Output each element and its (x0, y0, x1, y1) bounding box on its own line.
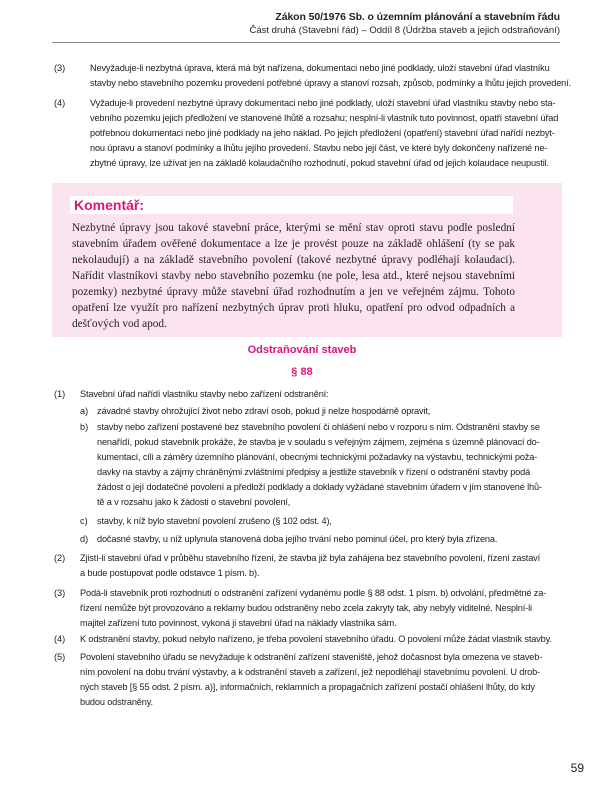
item-line: majitel zařízení tuto povinnost, vykoná ji stavební úřad na náklady vlastníka sám. (80, 618, 397, 628)
header-title: Zákon 50/1976 Sb. o územním plánování a stavebním řádu (275, 11, 560, 23)
item-line: Zjistí-li stavební úřad v průběhu stavebního řízení, že stavba již byla zahájena bez stavebního povolení, řízení zastaví (80, 553, 541, 563)
commentary-title: Komentář: (74, 197, 145, 213)
item-number: (4) (54, 634, 66, 644)
page-number: 59 (570, 761, 584, 775)
item-line: K odstranění stavby, pokud nebylo nařízeno, je třeba povolení stavebního úřadu. O povolení může žádat vlastník stavby. (80, 634, 552, 644)
paragraph-line: vebního pozemku jejich předložení ve stanovené lhůtě a rozsahu; nesplní-li vlastník tuto povinnost, opatří stavební úřad (90, 113, 559, 123)
sub-item-line: závadné stavby ohrožující život nebo zdraví osob, pokud ji nelze hospodárně opravit, (97, 406, 431, 416)
item-line: Podá-li stavebník proti rozhodnutí o odstranění zařízení vydanému podle § 88 odst. 1 písm. b) odvolání, předmětné za- (80, 588, 547, 598)
sub-item-line: dočasné stavby, u níž uplynula stanovená doba jejího trvání nebo pominul účel, pro který byla zřízena. (97, 534, 498, 544)
section-paragraph-sign: § 88 (291, 366, 313, 378)
item-line: řízení nemůže být provozováno a reklamy budou odstraněny nebo zcela zakryty tak, aby nebyly viditelné. Nesplní-li (80, 603, 532, 613)
header-divider (52, 42, 560, 43)
item-line: ných staveb [§ 55 odst. 2 písm. a)], informačních, reklamních a propagačních zařízení postačí ohlášení lhůty, do kdy (80, 682, 535, 692)
paragraph-line: Nevyžaduje-li nezbytná úprava, která má být nařízena, dokumentaci nebo jiné podklady, uloží stavební úřad vlastníku (90, 63, 550, 73)
sub-item-line: kumentací, cíli a záměry územního plánování, obecnými technickými požadavky na výstavbu, technickými poža- (97, 452, 538, 462)
item-line: Povolení stavebního úřadu se nevyžaduje k odstranění zařízení staveniště, jehož dočasnost byla omezena ve staveb- (80, 652, 543, 662)
paragraph-line: Vyžaduje-li provedení nezbytné úpravy dokumentaci nebo jiné podklady, uloží stavební úřad vlastníku stavby nebo sta- (90, 98, 556, 108)
item-number: (2) (54, 553, 66, 563)
paragraph-line: stavby nebo stavebního pozemku provedení potřebné úpravy a stanoví rozsah, způsob, podmínky a lhůtu jejich provedení. (90, 78, 571, 88)
sub-item-line: stavby nebo zařízení postavené bez stavebního povolení či ohlášení nebo v rozporu s ním. Odstranění stavby se (97, 422, 540, 432)
sub-item-line: nenařídí, pokud stavebník prokáže, že stavba je v souladu s veřejným zájmem, zejména s územně plánovací do- (97, 437, 540, 447)
item-number: (5) (54, 652, 66, 662)
running-header (250, 10, 561, 37)
paragraph-line: nou úpravu a stanoví podmínky a lhůtu jejího provedení. Stavbu nebo její část, ve které byly dokončeny nařízené ne- (90, 143, 548, 153)
paragraph-number: (4) (54, 98, 66, 108)
item-line: ním povolení na dobu trvání výstavby, a k odstranění staveb a zařízení, jež nepodléhají stavebnímu povolení. U drob- (80, 667, 540, 677)
paragraph-line: zbytné úpravy, lze užívat jen na základě kolaudačního rozhodnutí, pokud stavební úřad od jejich kolaudace neupustil. (90, 158, 549, 168)
sub-item-letter: c) (80, 516, 88, 526)
paragraph-line: potřebnou dokumentaci nebo jiné podklady na jeho náklad. Po jejich předložení (opatření) stavební úřad nařídí nezbyt- (90, 128, 555, 138)
sub-item-letter: b) (80, 422, 89, 432)
section-title: Odstraňování staveb (247, 344, 357, 356)
header-subtitle: Část druhá (Stavební řád) – Oddíl 8 (Údržba staveb a jejich odstraňování) (249, 25, 560, 36)
sub-item-letter: d) (80, 534, 89, 544)
item-line: a bude postupovat podle odstavce 1 písm. b). (80, 568, 260, 578)
sub-item-line: žádost o její dodatečné povolení a předloží podklady a doklady vyžádané stavebním úřadem v jím stanovené lhů- (97, 482, 542, 492)
commentary-text: Nezbytné úpravy jsou takové stavební práce, kterými se mění stav oproti stavu podle poslední stavebním úřadem ověřené dokumentace a lze je provést pouze na základě ohlášení (ty se pak nekolaudují) a na základě stavebního povolení (takové nezbytné úpravy podléhají kolaudaci). Nařídit vlastníkovi stavby nebo stavebního pozemku (ne pole, lesa atd., které nejsou stavebními pozemky) nezbytné úpravy může stavební úřad rozhodnutím a jen ve veřejném zájmu. Tohoto opatření lze využít pro nařízení nezbytných úprav proti hluku, opatření pro odvod odpadních a dešťových vod apod. (72, 222, 515, 330)
sub-item-line: stavby, k níž bylo stavební povolení zrušeno (§ 102 odst. 4), (97, 516, 332, 526)
item-number: (3) (54, 588, 66, 598)
item-line: Stavební úřad nařídí vlastníku stavby nebo zařízení odstranění: (80, 389, 329, 399)
sub-item-letter: a) (80, 406, 89, 416)
item-number: (1) (54, 389, 66, 399)
sub-item-line: davky na stavby a zájmy chráněnými zvláštními předpisy a jestliže stavebník v řízení o odstranění stavby podá (97, 467, 531, 477)
item-line: budou odstraněny. (80, 697, 153, 707)
paragraph-number: (3) (54, 63, 66, 73)
sub-item-line: tě a v rozsahu jako k žádosti o stavební povolení, (97, 497, 291, 507)
